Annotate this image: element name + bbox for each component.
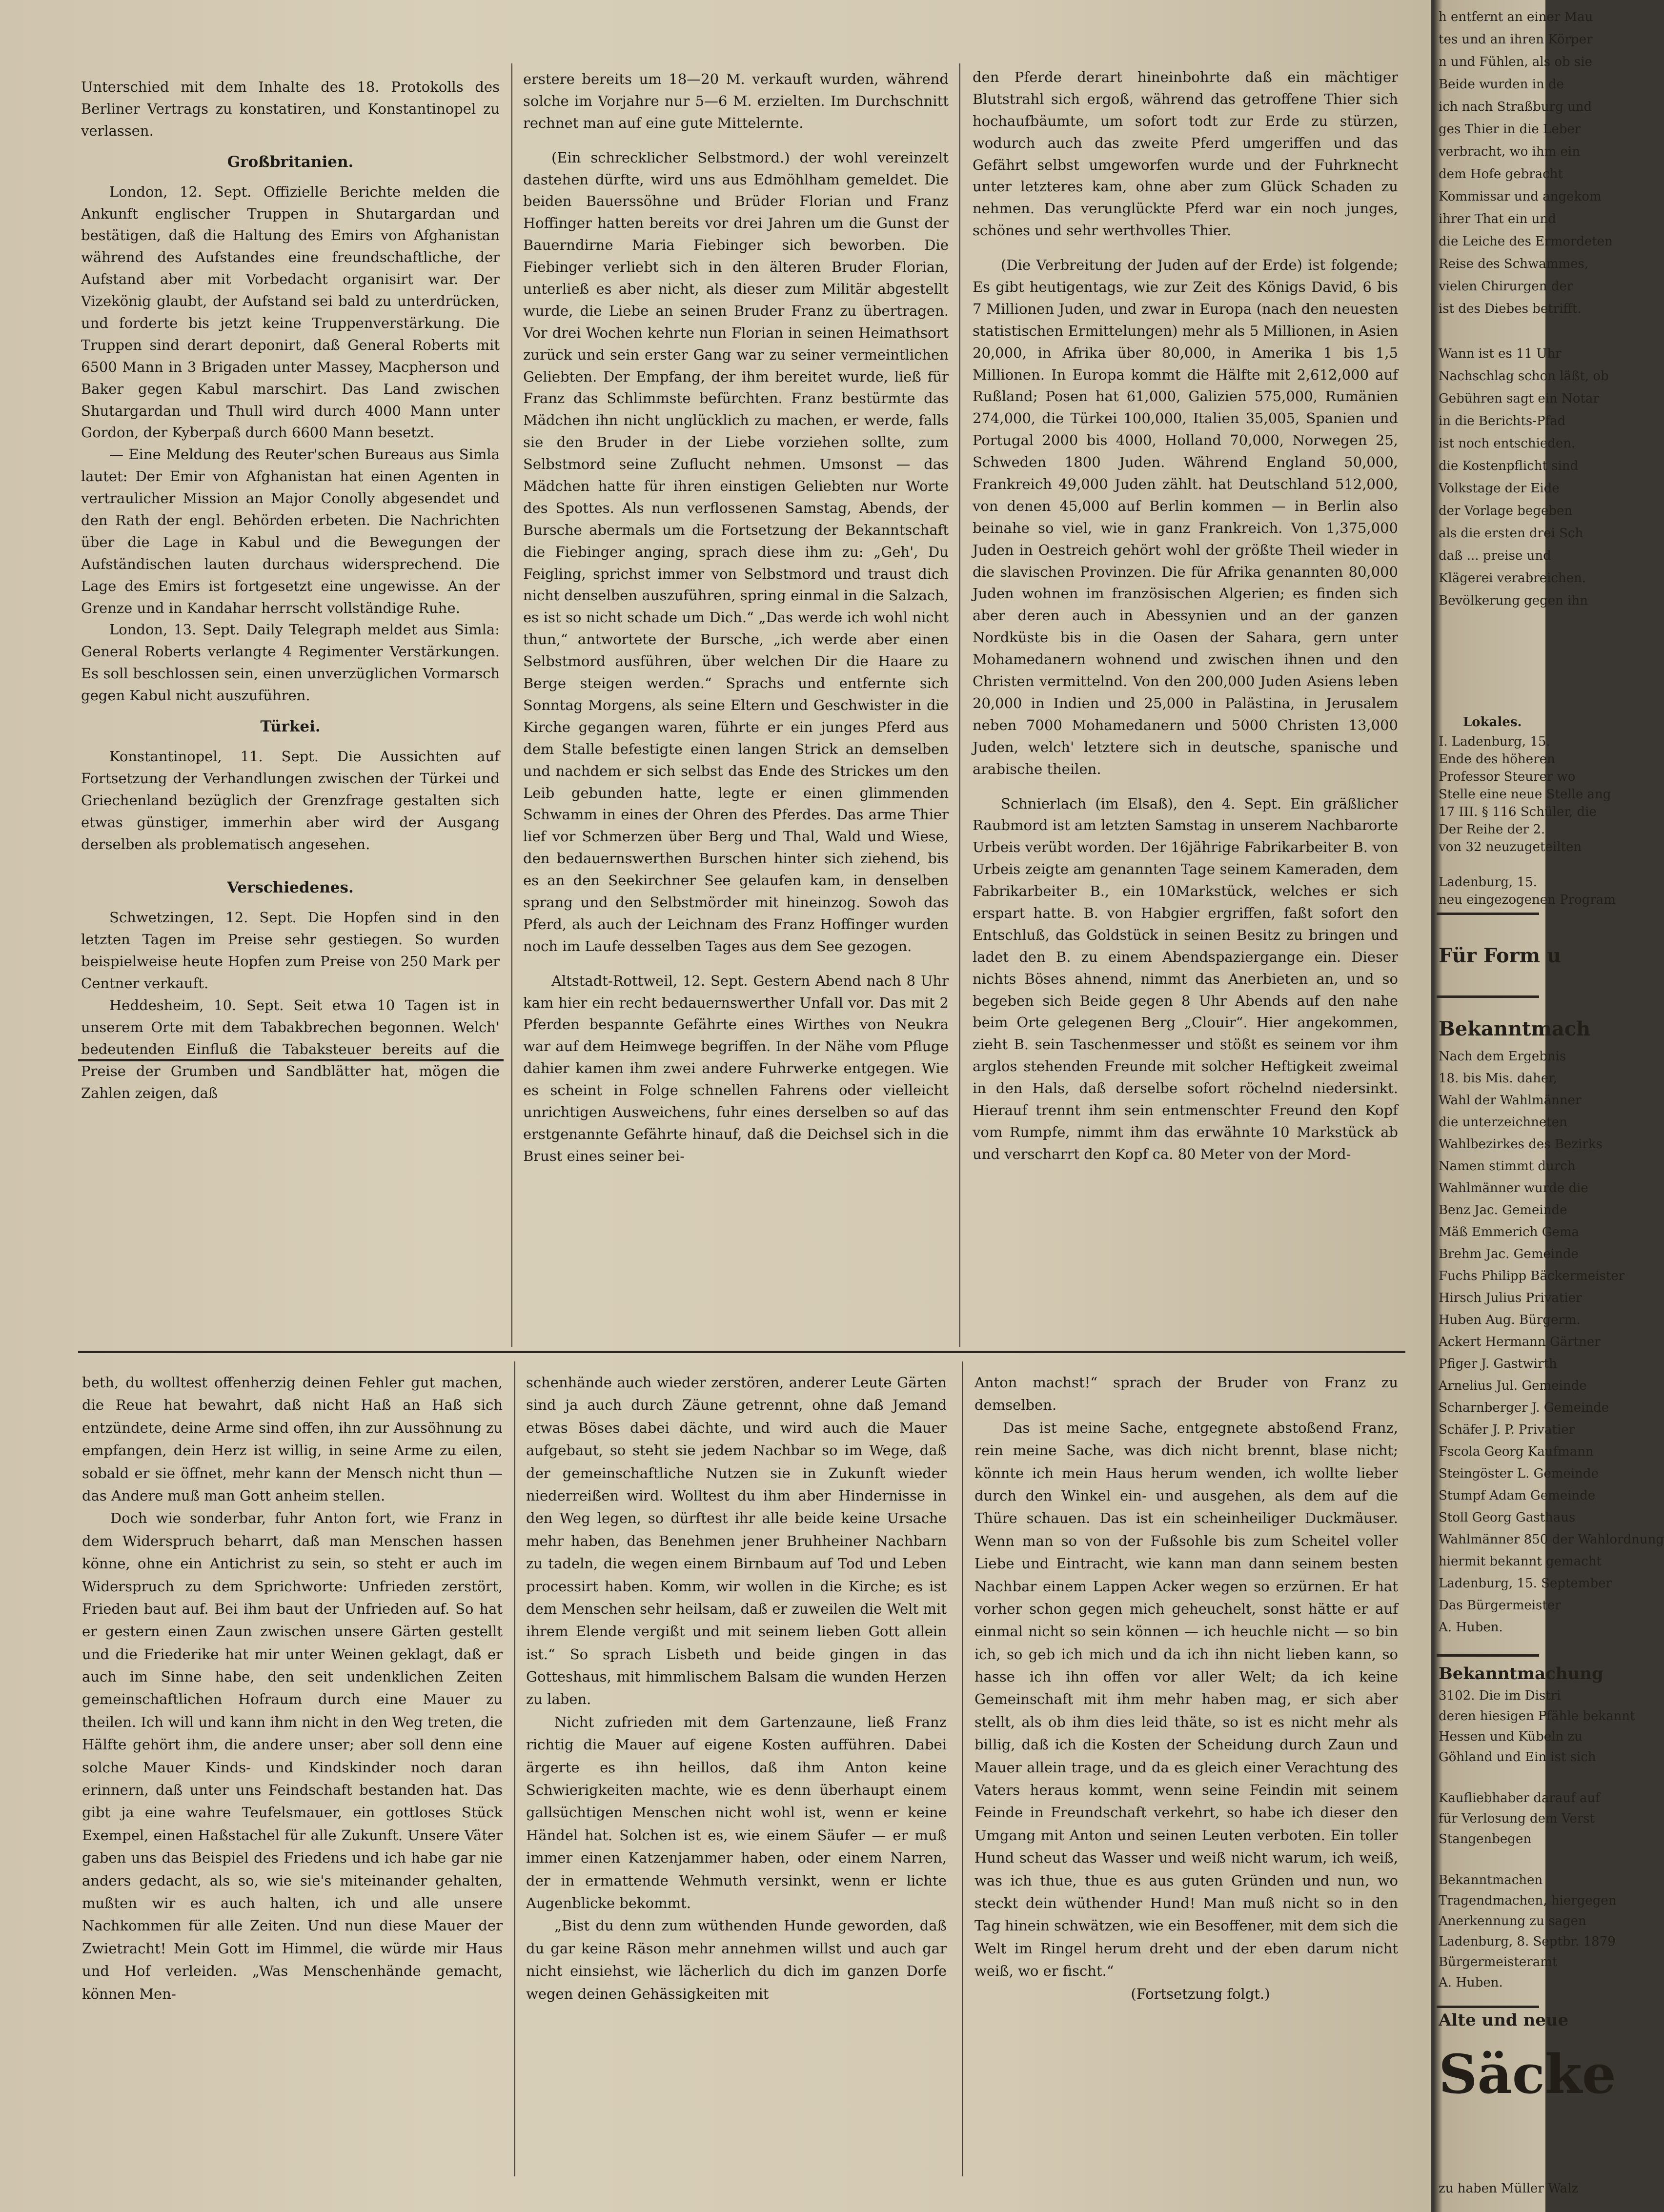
- story-part-4: Nicht zufrieden mit dem Gartenzaune, ließ Franz richtig die Mauer auf eigene Kosten aufführen. Dabei ärgerte es ihn heillos, daß ihm Anton keine Schwierigkeiten machte, wie es denn überhaupt einem gallsüchtigen Menschen nicht wohl ist, wenn er keine Händel hat. Solchen ist es, wie einem Säufer — er muß immer einen Katzenjammer haben, oder einem Narren, der in ermattende Wehmuth versinkt, wenn er lichte Augenblicke bekommt.: [526, 1713, 947, 1911]
- story-part-2: Doch wie sonderbar, fuhr Anton fort, wie Franz in dem Widerspruch beharrt, daß man Menschen hassen könne, ohne ein Antichrist zu sein, so steht er auch im Widerspruch zu dem Sprichworte: Unfrieden zerstört, Frieden baut auf. Bei ihm baut der Unfrieden auf. So hat er gestern einen Zaun zwischen unsere Gärten gestellt und die Friederike hat mir unter Weinen geklagt, daß er auch im Sinne habe, den seit undenklichen Zeiten gemeinschaftlichen Hofraum durch eine Mauer zu theilen. Ich will und kann ihm nicht in den Weg treten, die Hälfte gehört ihm, die andere unser; aber soll denn eine solche Mauer Kinds- und Kindskinder noch daran erinnern, daß unter uns Feindschaft bestanden hat. Das gibt ja eine wahre Teufelsmauer, ein gottloses Stück Exempel, einen Haßstachel für alle Zukunft. Unsere Väter gaben uns das Beispiel des Friedens und ich habe gar nie anders gedacht, als so, wie sie's miteinander gehalten, mußten wir es auch halten, ich und alle unsere Nachkommen für alle Zeiten. Und nun diese Mauer der Zwietracht! Mein Gott im Himmel, die würde mir Haus und Hof verleiden. „Was Menschenhände gemacht, können Men-: [82, 1510, 503, 2002]
- strip-line: Namen stimmt durch: [1439, 1159, 1576, 1174]
- strip-line: 18. bis Mis. daher,: [1439, 1071, 1558, 1086]
- strip-rule-1: [1437, 913, 1539, 915]
- strip-line: h entfernt an einer Mau: [1439, 10, 1593, 24]
- strip-line: verbracht, wo ihm ein: [1439, 144, 1580, 159]
- column-divider-bottom-2: [962, 1361, 963, 2176]
- strip-heading-lokales: Lokales.: [1463, 715, 1522, 730]
- strip-line: Pfiger J. Gastwirth: [1439, 1357, 1557, 1371]
- strip-line: Das Bürgermeister: [1439, 1598, 1561, 1613]
- strip-line: ich nach Straßburg und: [1439, 100, 1592, 114]
- article-selbstmord: (Ein schrecklicher Selbstmord.) der wohl vereinzelt dastehen dürfte, wird uns aus Edmöhlham gemeldet. Die beiden Bauerssöhne und Brüder Florian und Franz Hoffinger hatten bereits vor drei Jahren um die Gunst der Bauerndirne Maria Fiebinger sich beworben. Die Fiebinger verliebt sich in den älteren Bruder Florian, unterließ es aber nicht, als dieser zum Militär abgestellt wurde, die Liebe an seinen Bruder Franz zu übertragen. Vor drei Wochen kehrte nun Florian in seinen Heimathsort zurück und sein erster Gang war zu seiner vermeintlichen Geliebten. Der Empfang, der ihm bereitet wurde, ließ für Franz das Schlimmste befürchten. Franz bestürmte das Mädchen ihn nicht unglücklich zu machen, er werde, falls sie den Bruder in der Liebe vorziehen sollte, zum Selbstmord seine Zuflucht nehmen. Umsonst — das Mädchen hatte für ihren einstigen Geliebten nur Worte des Spottes. Als nun verflossenen Samstag, Abends, der Bursche abermals um die Fortsetzung der Bekanntschaft die Fiebinger anging, sprach diese ihm zu: „Geh', Du Feigling, sprichst immer von Selbstmord und traust dich nicht denselben auszuführen, spring einmal in die Salzach, es ist so nicht schade um Dich.“ „Das werde ich wohl nicht thun,“ antwortete der Bursche, „ich werde aber einen Selbstmord ausführen, über welchen Dir die Haare zu Berge steigen werden.“ Sprachs und entfernte sich Sonntag Morgens, als seine Eltern und Geschwister in die Kirche gegangen waren, führte er ein junges Pferd aus dem Stalle befestigte einen langen Strick an demselben und nachdem er sich selbst das Ende des Strickes um den Leib gebunden hatte, legte er einen glimmenden Schwamm in eines der Ohren des Pferdes. Das arme Thier lief vor Schmerzen über Berg und Thal, Wald und Wiese, den bedauernswerthen Burschen hinter sich ziehend, bis es an den Seekirchner See gelaufen kam, in denselben sprang und den Selbstmörder mit hineinzog. Sowoh das Pferd, als auch der Leichnam des Franz Hoffinger wurden noch im Laufe desselben Tages aus dem See gezogen.: [523, 149, 949, 954]
- article-reuter: — Eine Meldung des Reuter'schen Bureaus aus Simla lautet: Der Emir von Afghanistan hat einen Agenten in vertraulicher Mission an Major Conolly abgesendet und den Rath der engl. Behörden erbeten. Die Nachrichten über die Lage in Kabul und die Bewegungen der Aufständischen lauten durchaus widersprechend. Die Lage des Emirs ist fortgesetzt eine ungewisse. An der Grenze und in Kandahar herrscht vollständige Ruhe.: [81, 446, 500, 616]
- strip-line: dem Hofe gebracht: [1439, 167, 1563, 182]
- strip-line: Wahlmänner 850 der Wahlordnung: [1439, 1532, 1664, 1547]
- strip-line: als die ersten drei Sch: [1439, 526, 1583, 541]
- strip-line: Göhland und Ein ist sich: [1439, 1750, 1596, 1765]
- story-part-5: „Bist du denn zum wüthenden Hunde geworden, daß du gar keine Räson mehr annehmen willst und auch gar nicht einsiehst, wie lächerlich du dich im ganzen Dorfe wegen deinen Gehässigkeiten mit: [526, 1917, 947, 2002]
- strip-heading-fuer-form: Für Form u: [1439, 944, 1562, 967]
- strip-line: Stelle eine neue Stelle ang: [1439, 787, 1611, 802]
- strip-line: die Leiche des Ermordeten: [1439, 234, 1613, 249]
- continuation-note: (Fortsetzung folgt.): [1131, 1985, 1270, 2002]
- strip-line: daß ... preise und: [1439, 548, 1551, 563]
- strip-line: n und Fühlen, als ob sie: [1439, 55, 1592, 69]
- strip-line: Bevölkerung gegen ihn: [1439, 593, 1588, 608]
- strip-line: Arnelius Jul. Gemeinde: [1439, 1379, 1587, 1393]
- strip-line: Huben Aug. Bürgerm.: [1439, 1313, 1581, 1327]
- column-divider-top-1: [511, 63, 512, 1347]
- strip-line: Bürgermeisteramt: [1439, 1955, 1558, 1969]
- strip-line: der Vorlage begeben: [1439, 504, 1573, 518]
- strip-line: vielen Chirurgen der: [1439, 279, 1573, 294]
- strip-line: Der Reihe der 2.: [1439, 822, 1545, 837]
- strip-line: Fscola Georg Kaufmann: [1439, 1444, 1594, 1459]
- column-bottom-right: [974, 1371, 1398, 2005]
- strip-rule-4: [1437, 2006, 1539, 2008]
- article-schnierlach: Schnierlach (im Elsaß), den 4. Sept. Ein gräßlicher Raubmord ist am letzten Samstag in unserem Nachbarorte Urbeis verübt worden. Der 16jährige Fabrikarbeiter B. von Urbeis zeigte am genannten Tage seinem Kameraden, dem Fabrikarbeiter B., ein 10Markstück, welches er sich erspart hatte. B. von Habgier ergriffen, faßt sofort den Entschluß, das Goldstück in seinen Besitz zu bringen und ladet den B. zu einem Abendspaziergange ein. Dieser nichts Böses ahnend, nimmt das Anerbieten an, und so begeben sich Beide gegen 8 Uhr Abends auf den nahe beim Orte gelegenen Berg „Clouir“. Hier angekommen, zieht B. sein Taschenmesser und stößt es seinem vor ihm arglos stehenden Freunde mit solcher Heftigkeit zweimal in den Hals, daß derselbe sofort röchelnd niedersinkt. Hierauf trennt ihm sein entmenschter Freund den Kopf vom Rumpfe, nimmt ihm das erwähnte 10 Markstück ab und verscharrt den Kopf ca. 80 Meter von der Mord-: [973, 795, 1398, 1162]
- strip-line: Wahlmänner wurde die: [1439, 1181, 1588, 1196]
- strip-line: Nachschlag schon läßt, ob: [1439, 369, 1609, 384]
- article-intro-continuation: Unterschied mit dem Inhalte des 18. Protokolls des Berliner Vertrags zu konstatiren, und Konstantinopel zu verlassen.: [81, 79, 500, 139]
- strip-rule-2: [1437, 995, 1539, 998]
- strip-line: Hessen und Kübeln zu: [1439, 1729, 1583, 1744]
- strip-line: ist noch entschieden.: [1439, 436, 1576, 451]
- column-top-right: [973, 66, 1398, 1165]
- column-divider-top-2: [959, 63, 960, 1347]
- strip-bottom-line: zu haben Müller Walz: [1439, 2181, 1579, 2196]
- strip-heading-bekanntmach: Bekanntmach: [1439, 1017, 1591, 1040]
- strip-line: Reise des Schwammes,: [1439, 257, 1589, 271]
- strip-line: Wahl der Wahlmänner: [1439, 1093, 1582, 1108]
- strip-line: ges Thier in die Leber: [1439, 122, 1581, 137]
- strip-ad-saecke: Säcke: [1439, 2043, 1616, 2106]
- article-juden: (Die Verbreitung der Juden auf der Erde) ist folgende; Es gibt heutigentags, wie zur Zeit des Königs David, 6 bis 7 Millionen Juden, und zwar in Europa (nach den neuesten statistischen Ermittelungen) mehr als 5 Millionen, in Asien 20,000, in Afrika über 80,000, in Amerika 1 bis 1,5 Millionen. In Europa kommt die Hälfte mit 2,612,000 auf Rußland; Posen hat 61,000, Galizien 575,000, Rumänien 274,000, die Türkei 100,000, Italien 35,005, Spanien und Portugal 2000 bis 4000, Holland 70,000, Norwegen 25, Schweden 1800 Juden. Während England 50,000, Frankreich 49,000 Juden zählt. hat Deutschland 512,000, von denen 45,000 auf Berlin kommen — in Berlin also beinahe so viel, wie in ganz Frankreich. Von 1,375,000 Juden in Oestreich gehört wohl der größte Theil wieder in die slavischen Provinzen. Die für Afrika genannten 80,000 Juden wohnen im französischen Algerien; es finden sich aber deren auch in Abessynien und an der ganzen Nordküste bis in die Oasen der Sahara, gern unter Mohamedanern wohnend und zwischen ihnen und den Christen vermittelnd. Von den 200,000 Juden Asiens leben 20,000 in Indien und 25,000 in Palästina, in Jerusalem neben 7000 Mohamedanern und 5000 Christen 13,000 Juden, welch' letztere sich in deutsche, spanische und arabische theilen.: [973, 257, 1398, 777]
- article-konstantinopel: Konstantinopel, 11. Sept. Die Aussichten auf Fortsetzung der Verhandlungen zwischen der Türkei und Griechenland bezüglich der Grenzfrage gestalten sich etwas günstiger, immerhin aber wird der Ausgang derselben als problematisch angesehen.: [81, 748, 500, 852]
- strip-line: Kommissar und angekom: [1439, 189, 1602, 204]
- strip-heading-alte-neue: Alte und neue: [1439, 2010, 1569, 2030]
- article-heddesheim-continuation: erstere bereits um 18—20 M. verkauft wurden, während solche im Vorjahre nur 5—6 M. erzielten. Im Durchschnitt rechnet man auf eine gute Mittelernte.: [523, 71, 949, 131]
- strip-line: Kaufliebhaber darauf auf: [1439, 1791, 1600, 1806]
- strip-line: Bekanntmachen: [1439, 1873, 1543, 1887]
- strip-line: Stoll Georg Gasthaus: [1439, 1510, 1576, 1525]
- strip-line: Anerkennung zu sagen: [1439, 1914, 1586, 1928]
- article-london-12: London, 12. Sept. Offizielle Berichte melden die Ankunft englischer Truppen in Shutargardan und bestätigen, daß die Haltung des Emirs von Afghanistan während des Aufstandes eine freundschaftliche, der Aufstand aber mit Vorbedacht organisirt war. Der Vizekönig glaubt, der Aufstand sei bald zu unterdrücken, und forderte bis jetzt keine Truppenverstärkung. Die Truppen sind derart deponirt, daß General Roberts mit 6500 Mann in 3 Brigaden unter Massey, Macpherson und Baker gegen Kabul marschirt. Das Land zwischen Shutargardan und Thull wird durch 4000 Mann unter Gordon, der Kyberpaß durch 6600 Mann besetzt.: [81, 183, 500, 441]
- article-rottweil-continuation: den Pferde derart hineinbohrte daß ein mächtiger Blutstrahl sich ergoß, während das getroffene Thier sich hochaufbäumte, um sofort todt zur Erde zu stürzen, wodurch auch das zweite Pferd umgeriffen und das Gefährt selbst umgeworfen wurde und der Fuhrknecht unter letzteres kam, ohne aber zum Glück Schaden zu nehmen. Das verunglückte Pferd war ein noch junges, schönes und sehr werthvolles Thier.: [973, 69, 1398, 239]
- strip-line: Scharnberger J. Gemeinde: [1439, 1400, 1609, 1415]
- strip-line: Stumpf Adam Gemeinde: [1439, 1488, 1596, 1503]
- strip-line: Mäß Emmerich Gema: [1439, 1225, 1580, 1239]
- strip-line: Stangenbegen: [1439, 1832, 1532, 1847]
- strip-line: Ackert Hermann Gärtner: [1439, 1335, 1601, 1349]
- adjacent-page-strip: [1434, 0, 1664, 2212]
- column-top-middle: [523, 68, 949, 1167]
- strip-rule-3: [1437, 1654, 1539, 1657]
- story-part-7: Das ist meine Sache, entgegnete abstoßend Franz, rein meine Sache, was dich nicht brennt, blase nicht; könnte ich mein Haus herum wenden, ich wollte lieber durch den Winkel ein- und ausgehen, als dem auf die Thüre schauen. Das ist ein scheinheiliger Duckmäuser. Wenn man so von der Fußsohle bis zum Scheitel voller Liebe und Eintracht, wie kann man dann seinem besten Nachbar einem Lappen Acker wegen so erzürnen. Er hat vorher schon gegen mich geheuchelt, sonst hätte er auf einmal nicht so sein können — ich heuchle nicht — so bin ich, so geb ich mich und da ich ihn nicht lieben kann, so hasse ich ihn offen vor aller Welt; da ich keine Gemeinschaft mit ihm mehr haben mag, er sich aber stellt, als ob ihm dies leid thäte, so ist es nicht mehr als billig, daß ich die Kosten der Scheidung durch Zaun und Mauer allein trage, und da es gleich einer Verachtung des Vaters heraus kommt, wenn seine Feindin mit seinem Feinde in Freundschaft verkehrt, so habe ich dieser den Umgang mit Anton und seinen Leuten verboten. Ein toller Hund scheut das Wasser und weiß nicht warum, ich weiß, was ich thue, thue es aus guten Gründen und nun, wo steckt dein wüthender Hund! Man muß nicht so in den Tag hinein schwätzen, wie ein Besoffener, mit dem sich die Welt im Ringel herum dreht und der eben darum nicht weiß, wo er fischt.“: [974, 1419, 1398, 1980]
- strip-line: Fuchs Philipp Bäckermeister: [1439, 1269, 1625, 1283]
- strip-line: in die Berichts-Pfad: [1439, 414, 1566, 428]
- strip-line: Tragendmachen, hiergegen: [1439, 1893, 1617, 1908]
- strip-line: Ende des höheren: [1439, 752, 1555, 767]
- strip-line: Steingöster L. Gemeinde: [1439, 1466, 1599, 1481]
- strip-line: I. Ladenburg, 15.: [1439, 734, 1550, 749]
- strip-line: die unterzeichneten: [1439, 1115, 1567, 1130]
- column-bottom-middle: [526, 1371, 947, 2005]
- article-altstadt-rottweil: Altstadt-Rottweil, 12. Sept. Gestern Abend nach 8 Uhr kam hier ein recht bedauernswerther Unfall vor. Das mit 2 Pferden bespannte Gefährte eines Wirthes von Neukra war auf dem Heimwege begriffen. In der Nähe vom Pfluge dahier kamen ihm zwei andere Fuhrwerke entgegen. Wie es scheint in Folge schnellen Fahrens oder vielleicht unrichtigen Ausweichens, fuhr eines derselben so auf das erstgenannte Gefährte hinauf, daß die Deichsel sich in die Brust eines seiner bei-: [523, 972, 949, 1164]
- strip-line: 3102. Die im Distri: [1439, 1688, 1561, 1703]
- strip-line: ist des Diebes betrifft.: [1439, 302, 1582, 316]
- strip-line: Wahlbezirkes des Bezirks: [1439, 1137, 1603, 1152]
- strip-line: die Kostenpflicht sind: [1439, 459, 1579, 473]
- feuilleton-separator-rule: [78, 1351, 1405, 1353]
- strip-line: für Verlosung dem Verst: [1439, 1811, 1595, 1826]
- section-heading-grossbritanien: Großbritanien.: [227, 153, 354, 171]
- strip-line: Nach dem Ergebnis: [1439, 1049, 1566, 1064]
- strip-line: Beide wurden in de: [1439, 77, 1564, 92]
- strip-line: Schäfer J. P. Privatier: [1439, 1422, 1575, 1437]
- column-bottom-left: [82, 1371, 503, 2005]
- strip-line: Volkstage der Eide: [1439, 481, 1560, 496]
- strip-line: Gebühren sagt ein Notar: [1439, 391, 1599, 406]
- section-separator-rule: [78, 1059, 504, 1061]
- strip-line: tes und an ihren Körper: [1439, 32, 1593, 47]
- column-divider-bottom-1: [514, 1361, 515, 2176]
- strip-line: Ladenburg, 8. Septbr. 1879: [1439, 1934, 1616, 1949]
- strip-line: neu eingezogenen Program: [1439, 893, 1616, 907]
- strip-line: ihrer That ein und: [1439, 212, 1556, 226]
- strip-line: A. Huben.: [1439, 1620, 1503, 1635]
- strip-line: 17 III. § 116 Schüler, die: [1439, 805, 1597, 819]
- column-top-left: [81, 76, 500, 1104]
- article-schwetzingen: Schwetzingen, 12. Sept. Die Hopfen sind in den letzten Tagen im Preise sehr gestiegen. So wurden beispielweise heute Hopfen zum Preise von 250 Mark per Centner verkauft.: [81, 909, 500, 992]
- strip-line: Hirsch Julius Privatier: [1439, 1291, 1582, 1305]
- strip-line: Professor Steurer wo: [1439, 770, 1576, 784]
- strip-line: Benz Jac. Gemeinde: [1439, 1203, 1567, 1218]
- strip-line: hiermit bekannt gemacht: [1439, 1554, 1602, 1569]
- section-heading-verschiedenes: Verschiedenes.: [227, 879, 354, 897]
- story-part-1: beth, du wolltest offenherzig deinen Fehler gut machen, die Reue hat bewahrt, daß nicht Haß an Haß sich entzündete, deine Arme sind offen, ihn zur Aussöhnung zu empfangen, dein Herz ist willig, in seine Arme zu eilen, sobald er sie öffnet, mehr kann der Mensch nicht thun — das Andere muß man Gott anheim stellen.: [82, 1374, 503, 1504]
- article-london-13: London, 13. Sept. Daily Telegraph meldet aus Simla: General Roberts verlangte 4 Regimenter Verstärkungen. Es soll beschlossen sein, einen unverzüglichen Vormarsch gegen Kabul nicht auszuführen.: [81, 621, 500, 704]
- story-part-6: Anton machst!“ sprach der Bruder von Franz zu demselben.: [974, 1374, 1398, 1414]
- strip-line: von 32 neuzugeteilten: [1439, 840, 1582, 854]
- story-part-3: schenhände auch wieder zerstören, anderer Leute Gärten sind ja auch durch Zäune getrennt, ohne daß Jemand etwas Böses dabei dächte, und wird auch die Mauer aufgebaut, so steht sie jedem Nachbar so im Wege, daß der gemeinschaftliche Nutzen sie in Zukunft wieder niederreißen wird. Wolltest du ihm aber Hindernisse in den Weg legen, so dürftest ihr alle beide keine Ursache mehr haben, das Benehmen jener Bruhheiner Nachbarn zu tadeln, die wegen einem Birnbaum auf Tod und Leben processirt haben. Komm, wir wollen in die Kirche; es ist dem Menschen sehr heilsam, daß er zuweilen die Welt mit ihrem Elende vergißt und mit seinem lieben Gott allein ist.“ So sprach Lisbeth und beide gingen in das Gotteshaus, mit himmlischem Balsam die wunden Herzen zu laben.: [526, 1374, 947, 1708]
- strip-line: A. Huben.: [1439, 1975, 1503, 1990]
- strip-line: deren hiesigen Pfähle bekannt: [1439, 1709, 1635, 1724]
- strip-line: Wann ist es 11 Uhr: [1439, 346, 1562, 361]
- strip-heading-bekanntmachung: Bekanntmachung: [1439, 1664, 1603, 1684]
- strip-line: Ladenburg, 15.: [1439, 875, 1537, 890]
- strip-line: Ladenburg, 15. September: [1439, 1576, 1612, 1591]
- article-heddesheim: Heddesheim, 10. Sept. Seit etwa 10 Tagen ist in unserem Orte mit dem Tabakbrechen begonnen. Welch' bedeutenden Einfluß die Tabaksteuer bereits auf die Preise der Grumben und Sandblätter hat, mögen die Zahlen zeigen, daß: [81, 997, 500, 1101]
- section-heading-tuerkei: Türkei.: [260, 718, 321, 736]
- strip-line: Klägerei verabreichen.: [1439, 571, 1586, 586]
- strip-line: Brehm Jac. Gemeinde: [1439, 1247, 1579, 1261]
